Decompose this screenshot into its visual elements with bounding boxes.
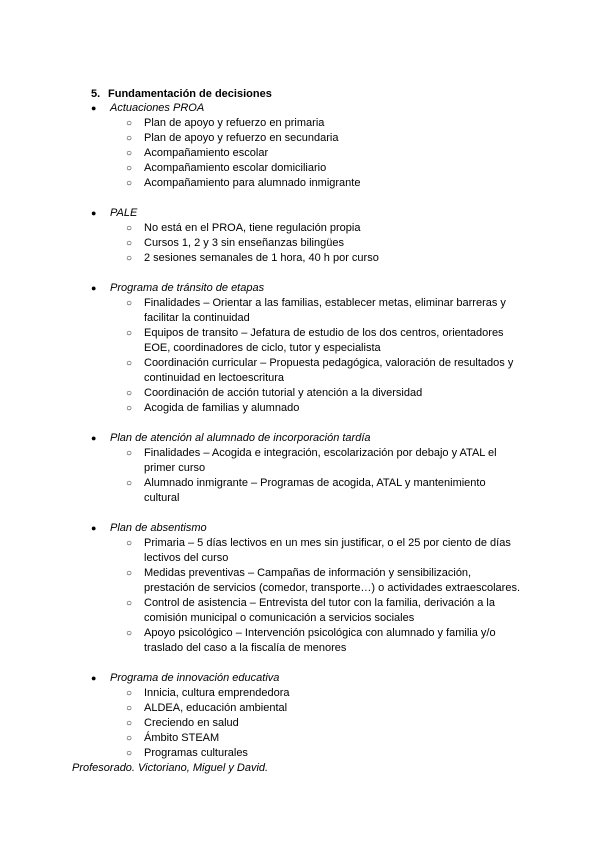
hollow-bullet-icon: ○ [126, 223, 133, 234]
hollow-bullet-icon: ○ [126, 703, 133, 714]
section-title-text: Actuaciones PROA [110, 102, 205, 114]
list-item [0, 176, 520, 191]
hollow-bullet-icon: ○ [126, 478, 133, 489]
section-spacer [0, 266, 600, 281]
list-item-text: Coordinación curricular – Propuesta pedagógica, valoración de resultados y continuidad en lectoescritura [144, 357, 514, 384]
list-item-text: Alumnado inmigrante – Programas de acogida, ATAL y mantenimiento cultural [144, 477, 486, 504]
list-item [0, 731, 520, 746]
list-item-text: Apoyo psicológico – Intervención psicológica con alumnado y familia y/o traslado del caso a la fiscalía de menores [144, 627, 496, 654]
list-item [0, 701, 520, 716]
hollow-bullet-icon: ○ [126, 163, 133, 174]
list-item [0, 626, 520, 656]
section-block [0, 521, 600, 656]
list-item [0, 446, 520, 476]
list-item-text: Plan de apoyo y refuerzo en primaria [144, 117, 325, 129]
list-item-text: Ámbito STEAM [144, 732, 220, 744]
list-item-text: Acompañamiento escolar domiciliario [144, 162, 327, 174]
list-item-text: Control de asistencia – Entrevista del tutor con la familia, derivación a la comisión municipal o comunicación a servicios sociales [144, 597, 495, 624]
list-item [0, 221, 520, 236]
hollow-bullet-icon: ○ [126, 598, 133, 609]
list-item [0, 296, 520, 326]
footer-signature: Profesorado. Victoriano, Miguel y David. [72, 762, 269, 774]
hollow-bullet-icon: ○ [126, 448, 133, 459]
section-spacer [0, 416, 600, 431]
hollow-bullet-icon: ○ [126, 148, 133, 159]
list-item [0, 686, 520, 701]
list-item-text: Cursos 1, 2 y 3 sin enseñanzas bilingües [144, 237, 344, 249]
section-block [0, 206, 600, 266]
list-item-text: Medidas preventivas – Campañas de información y sensibilización, prestación de servicios (comedor, transporte…) o actividades extraescolares. [144, 567, 521, 594]
section-title-text: Plan de atención al alumnado de incorporación tardía [110, 432, 371, 444]
list-item-text: Acompañamiento escolar [144, 147, 269, 159]
section-items [0, 536, 600, 656]
list-item-text: Finalidades – Acogida e integración, escolarización por debajo y ATAL el primer curso [144, 447, 497, 474]
heading-title: Fundamentación de decisiones [108, 88, 272, 100]
list-item-text: Equipos de transito – Jefatura de estudio de los dos centros, orientadores EOE, coordinadores de ciclo, tutor y especialista [144, 327, 504, 354]
filled-bullet-icon: ● [91, 433, 97, 443]
list-item-text: Innicia, cultura emprendedora [144, 687, 290, 699]
section-items [0, 446, 600, 506]
section-items [0, 221, 600, 266]
hollow-bullet-icon: ○ [126, 253, 133, 264]
hollow-bullet-icon: ○ [126, 178, 133, 189]
section-title-text: PALE [110, 207, 138, 219]
section-block [0, 431, 600, 506]
heading-number: 5. [91, 88, 101, 100]
list-item [0, 161, 520, 176]
list-item-text: 2 sesiones semanales de 1 hora, 40 h por curso [144, 252, 379, 264]
section-items [0, 296, 600, 416]
hollow-bullet-icon: ○ [126, 133, 133, 144]
list-item-text: Programas culturales [144, 747, 248, 759]
hollow-bullet-icon: ○ [126, 718, 133, 729]
hollow-bullet-icon: ○ [126, 238, 133, 249]
section-title [0, 281, 600, 296]
list-item [0, 746, 520, 761]
section-title [0, 431, 600, 446]
section-spacer [0, 191, 600, 206]
list-item [0, 536, 520, 566]
list-item [0, 116, 520, 131]
section-block [0, 671, 600, 761]
section-title [0, 521, 600, 536]
section-title [0, 671, 600, 686]
section-title [0, 206, 600, 221]
list-item-text: Acogida de familias y alumnado [144, 402, 300, 414]
section-items [0, 686, 600, 761]
hollow-bullet-icon: ○ [126, 568, 133, 579]
filled-bullet-icon: ● [91, 673, 97, 683]
list-item-text: Finalidades – Orientar a las familias, establecer metas, eliminar barreras y facilitar la continuidad [144, 297, 506, 324]
hollow-bullet-icon: ○ [126, 628, 133, 639]
section-spacer [0, 506, 600, 521]
filled-bullet-icon: ● [91, 283, 97, 293]
section-items [0, 116, 600, 191]
filled-bullet-icon: ● [91, 208, 97, 218]
filled-bullet-icon: ● [91, 103, 97, 113]
section-title [0, 101, 600, 116]
hollow-bullet-icon: ○ [126, 688, 133, 699]
hollow-bullet-icon: ○ [126, 403, 133, 414]
list-item-text: Plan de apoyo y refuerzo en secundaria [144, 132, 339, 144]
list-item [0, 716, 520, 731]
list-item-text: ALDEA, educación ambiental [144, 702, 288, 714]
list-item [0, 131, 520, 146]
list-item [0, 356, 520, 386]
section-heading [91, 87, 272, 101]
section-spacer [0, 656, 600, 671]
hollow-bullet-icon: ○ [126, 358, 133, 369]
section-title-text: Plan de absentismo [110, 522, 207, 534]
list-item [0, 596, 520, 626]
list-item-text: No está en el PROA, tiene regulación propia [144, 222, 361, 234]
list-item-text: Creciendo en salud [144, 717, 239, 729]
section-block [0, 101, 600, 191]
list-item [0, 566, 520, 596]
list-item [0, 476, 520, 506]
hollow-bullet-icon: ○ [126, 748, 133, 759]
hollow-bullet-icon: ○ [126, 538, 133, 549]
section-block [0, 281, 600, 416]
filled-bullet-icon: ● [91, 523, 97, 533]
hollow-bullet-icon: ○ [126, 298, 133, 309]
sections-list [0, 101, 600, 761]
list-item [0, 236, 520, 251]
list-item-text: Primaria – 5 días lectivos en un mes sin justificar, o el 25 por ciento de días lectivos del curso [144, 537, 511, 564]
list-item [0, 251, 520, 266]
hollow-bullet-icon: ○ [126, 388, 133, 399]
list-item [0, 326, 520, 356]
hollow-bullet-icon: ○ [126, 118, 133, 129]
section-title-text: Programa de tránsito de etapas [110, 282, 265, 294]
list-item-text: Coordinación de acción tutorial y atención a la diversidad [144, 387, 423, 399]
list-item-text: Acompañamiento para alumnado inmigrante [144, 177, 361, 189]
hollow-bullet-icon: ○ [126, 328, 133, 339]
section-title-text: Programa de innovación educativa [110, 672, 280, 684]
list-item [0, 386, 520, 401]
hollow-bullet-icon: ○ [126, 733, 133, 744]
list-item [0, 401, 520, 416]
list-item [0, 146, 520, 161]
